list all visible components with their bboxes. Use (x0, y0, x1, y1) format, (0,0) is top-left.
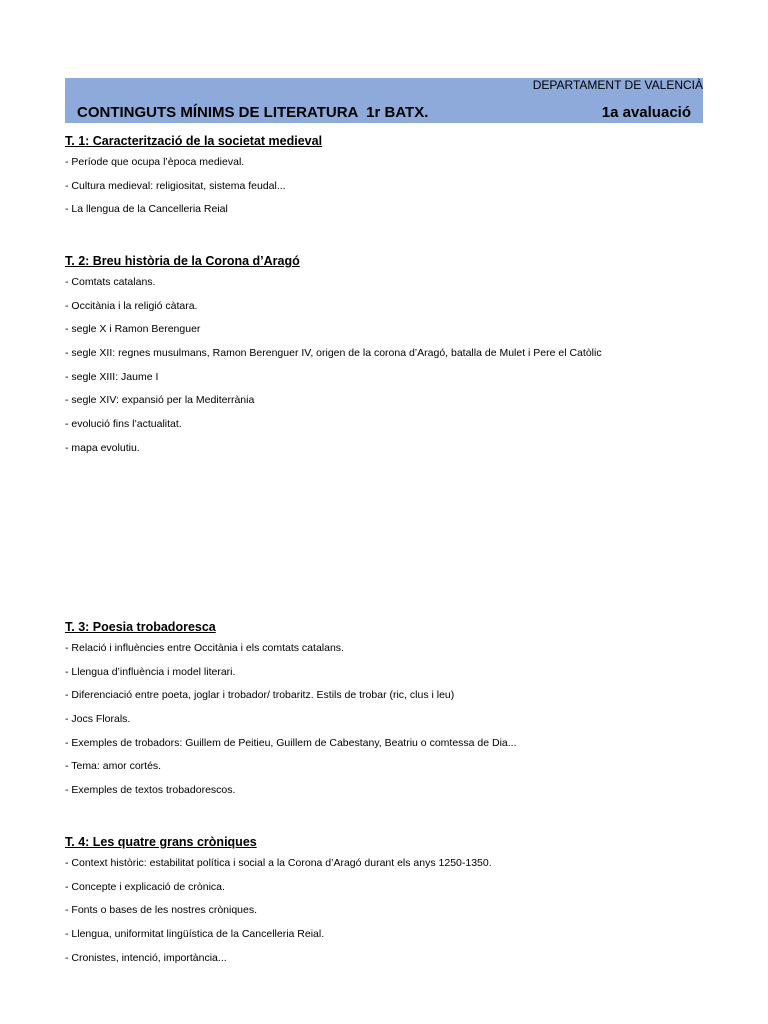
section-items (65, 857, 705, 964)
section-items (65, 156, 705, 215)
list-item: - Comtats catalans. (65, 276, 156, 288)
list-item: - segle X i Ramon Berenguer (65, 323, 201, 336)
list-item: - Concepte i explicació de crònica. (65, 880, 225, 893)
list-item: - mapa evolutiu. (65, 441, 140, 454)
section-title: T. 2: Breu història de la Corona d’Aragó (65, 254, 300, 268)
list-item: - segle XIV: expansió per la Mediterrània (65, 394, 255, 407)
list-item: - Període que ocupa l’època medieval. (65, 156, 245, 168)
list-item: - Occitània i la religió càtara. (65, 299, 198, 312)
list-item: - Relació i influències entre Occitània i els comtats catalans. (65, 642, 344, 654)
list-item: - Cronistes, intenció, importància... (65, 951, 227, 964)
list-item: - Jocs Florals. (65, 713, 131, 726)
header-band (65, 78, 703, 123)
section-t1 (65, 133, 705, 215)
document-title: CONTINGUTS MÍNIMS DE LITERATURA 1r BATX. (77, 104, 429, 121)
section-items (65, 276, 705, 454)
list-item: - Exemples de trobadors: Guillem de Peitieu, Guillem de Cabestany, Beatriu o comtessa de Dia... (65, 736, 517, 749)
list-item: - Context històric: estabilitat política i social a la Corona d’Aragó durant els anys 1250-1350. (65, 857, 492, 869)
section-title: T. 1: Caracterització de la societat medieval (65, 134, 323, 148)
list-item: - Exemples de textos trobadorescos. (65, 784, 236, 797)
list-item: - segle XIII: Jaume I (65, 370, 159, 383)
section-t4 (65, 834, 705, 964)
list-item: - La llengua de la Cancelleria Reial (65, 203, 228, 216)
department-label: DEPARTAMENT DE VALENCIÀ (532, 78, 703, 92)
section-title: T. 4: Les quatre grans cròniques (65, 835, 257, 849)
section-items (65, 642, 705, 796)
section-title: T. 3: Poesia trobadoresca (65, 620, 216, 634)
evaluation-label: 1a avaluació (601, 104, 691, 121)
section-t2 (65, 253, 705, 454)
section-t3 (65, 619, 705, 796)
list-item: - Fonts o bases de les nostres cròniques. (65, 904, 258, 917)
list-item: - Llengua d’influència i model literari. (65, 665, 236, 678)
list-item: - Cultura medieval: religiositat, sistema feudal... (65, 179, 286, 192)
list-item: - Tema: amor cortés. (65, 760, 162, 773)
list-item: - Diferenciació entre poeta, joglar i trobador/ trobaritz. Estils de trobar (ric, clus i leu) (65, 689, 455, 702)
list-item: - segle XII: regnes musulmans, Ramon Berenguer IV, origen de la corona d’Aragó, batalla de Mulet i Pere el Catòlic (65, 347, 602, 360)
list-item: - Llengua, uniformitat lingüística de la Cancelleria Reial. (65, 928, 325, 941)
list-item: - evolució fins l’actualitat. (65, 418, 182, 431)
